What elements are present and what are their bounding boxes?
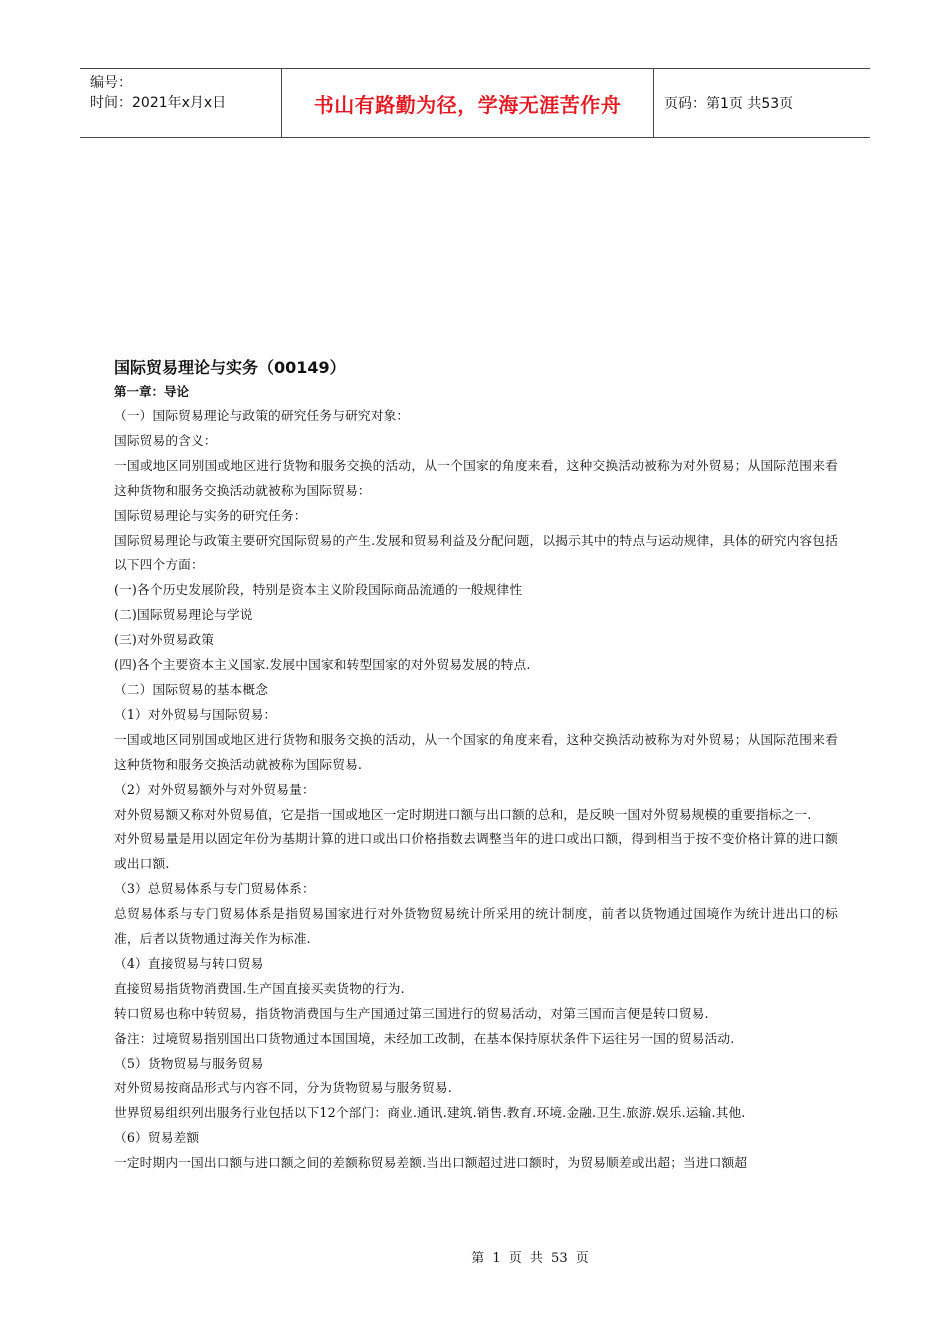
paragraph: 直接贸易指货物消费国.生产国直接买卖货物的行为.: [114, 980, 405, 996]
paragraph: （5）货物贸易与服务贸易: [114, 1055, 264, 1071]
document-body: [114, 356, 838, 1176]
header-motto-cell: [282, 69, 654, 137]
chapter-heading: 第一章：导论: [114, 384, 190, 399]
paragraph: 对外贸易额又称对外贸易值，它是指一国或地区一定时期进口额与出口额的总和，是反映一国对外贸易规模的重要指标之一.: [114, 806, 812, 822]
paragraph: 转口贸易也称中转贸易，指货物消费国与生产国通过第三国进行的贸易活动，对第三国而言便是转口贸易.: [114, 1005, 709, 1021]
paragraph: （1）对外贸易与国际贸易：: [114, 706, 277, 722]
page-footer: 第 1 页 共 53 页: [471, 1251, 589, 1266]
paragraph: (一)各个历史发展阶段，特别是资本主义阶段国际商品流通的一般规律性: [114, 582, 523, 598]
paragraph: （一）国际贸易理论与政策的研究任务与研究对象：: [114, 408, 410, 423]
paragraph: 国际贸易理论与实务的研究任务：: [114, 507, 307, 523]
paragraph: 对外贸易按商品形式与内容不同，分为货物贸易与服务贸易.: [114, 1080, 452, 1096]
paragraph: （二）国际贸易的基本概念: [114, 681, 269, 697]
paragraph: 国际贸易的含义：: [114, 432, 217, 448]
page-header: [80, 68, 870, 138]
header-page-info: 页码：第1页 共53页: [664, 96, 794, 112]
paragraph: 一国或地区同别国或地区进行货物和服务交换的活动，从一个国家的角度来看，这种交换活动被称为对外贸易；从国际范围来看这种货物和服务交换活动就被称为国际贸易：: [114, 457, 838, 498]
document-title: 国际贸易理论与实务（00149）: [114, 358, 346, 377]
header-motto: 书山有路勤为径，学海无涯苦作舟: [313, 92, 622, 117]
paragraph: 备注：过境贸易指别国出口货物通过本国国境，未经加工改制，在基本保持原状条件下运往另一国的贸易活动.: [114, 1030, 735, 1046]
paragraph: 一定时期内一国出口额与进口额之间的差额称贸易差额.当出口额超过进口额时，为贸易顺差或出超；当进口额超: [114, 1155, 748, 1171]
paragraph: (三)对外贸易政策: [114, 632, 215, 648]
paragraph: （4）直接贸易与转口贸易: [114, 955, 264, 971]
paragraph: （6）贸易差额: [114, 1130, 200, 1146]
paragraph: 世界贸易组织列出服务行业包括以下12个部门：商业.通讯.建筑.销售.教育.环境.金融.卫生.旅游.娱乐.运输.其他.: [114, 1105, 746, 1121]
document-date-label: 时间：2021年x月x日: [90, 95, 227, 111]
paragraph: 对外贸易量是用以固定年份为基期计算的进口或出口价格指数去调整当年的进口或出口额，得到相当于按不变价格计算的进口额或出口额.: [114, 831, 838, 872]
paragraph: (二)国际贸易理论与学说: [114, 607, 253, 623]
paragraph: 总贸易体系与专门贸易体系是指贸易国家进行对外货物贸易统计所采用的统计制度，前者以货物通过国境作为统计进出口的标准，后者以货物通过海关作为标准.: [114, 906, 838, 947]
paragraph: （3）总贸易体系与专门贸易体系：: [114, 881, 315, 897]
paragraph: （2）对外贸易额外与对外贸易量：: [114, 781, 315, 797]
paragraph: 国际贸易理论与政策主要研究国际贸易的产生.发展和贸易利益及分配问题，以揭示其中的特点与运动规律，具体的研究内容包括以下四个方面：: [114, 532, 838, 573]
paragraph: (四)各个主要资本主义国家.发展中国家和转型国家的对外贸易发展的特点.: [114, 657, 531, 673]
document-number-label: 编号：: [90, 75, 132, 91]
header-meta: [80, 69, 282, 137]
paragraph-list: [114, 404, 838, 1176]
paragraph: 一国或地区同别国或地区进行货物和服务交换的活动，从一个国家的角度来看，这种交换活动被称为对外贸易；从国际范围来看这种货物和服务交换活动就被称为国际贸易.: [114, 731, 838, 772]
